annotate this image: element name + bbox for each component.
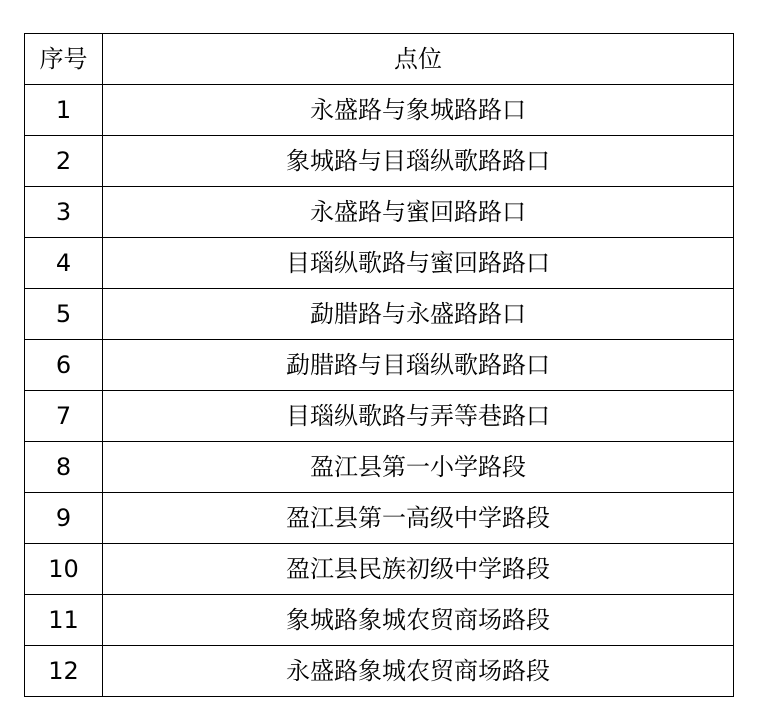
row-index: 10 — [25, 544, 103, 595]
table-row — [25, 595, 734, 646]
row-location: 永盛路与蜜回路路口 — [103, 187, 734, 238]
header-index: 序号 — [25, 34, 103, 85]
header-row — [25, 34, 734, 85]
row-index: 3 — [25, 187, 103, 238]
row-location: 勐腊路与目瑙纵歌路路口 — [103, 340, 734, 391]
row-index: 12 — [25, 646, 103, 697]
location-table — [24, 33, 734, 697]
row-location: 盈江县民族初级中学路段 — [103, 544, 734, 595]
table-row — [25, 493, 734, 544]
row-location: 永盛路与象城路路口 — [103, 85, 734, 136]
row-index: 4 — [25, 238, 103, 289]
table-row — [25, 442, 734, 493]
table-row — [25, 289, 734, 340]
table-body — [25, 85, 734, 697]
table-row — [25, 187, 734, 238]
row-location: 盈江县第一小学路段 — [103, 442, 734, 493]
row-index: 9 — [25, 493, 103, 544]
row-index: 6 — [25, 340, 103, 391]
table-row — [25, 85, 734, 136]
row-index: 7 — [25, 391, 103, 442]
row-location: 盈江县第一高级中学路段 — [103, 493, 734, 544]
table-row — [25, 646, 734, 697]
table-row — [25, 391, 734, 442]
row-index: 1 — [25, 85, 103, 136]
row-location: 目瑙纵歌路与蜜回路路口 — [103, 238, 734, 289]
row-location: 象城路象城农贸商场路段 — [103, 595, 734, 646]
row-index: 5 — [25, 289, 103, 340]
table-row — [25, 340, 734, 391]
table-header — [25, 34, 734, 85]
row-index: 11 — [25, 595, 103, 646]
table-row — [25, 136, 734, 187]
row-location: 永盛路象城农贸商场路段 — [103, 646, 734, 697]
row-index: 2 — [25, 136, 103, 187]
row-location: 目瑙纵歌路与弄等巷路口 — [103, 391, 734, 442]
table-row — [25, 544, 734, 595]
row-index: 8 — [25, 442, 103, 493]
row-location: 勐腊路与永盛路路口 — [103, 289, 734, 340]
row-location: 象城路与目瑙纵歌路路口 — [103, 136, 734, 187]
header-location: 点位 — [103, 34, 734, 85]
table-row — [25, 238, 734, 289]
